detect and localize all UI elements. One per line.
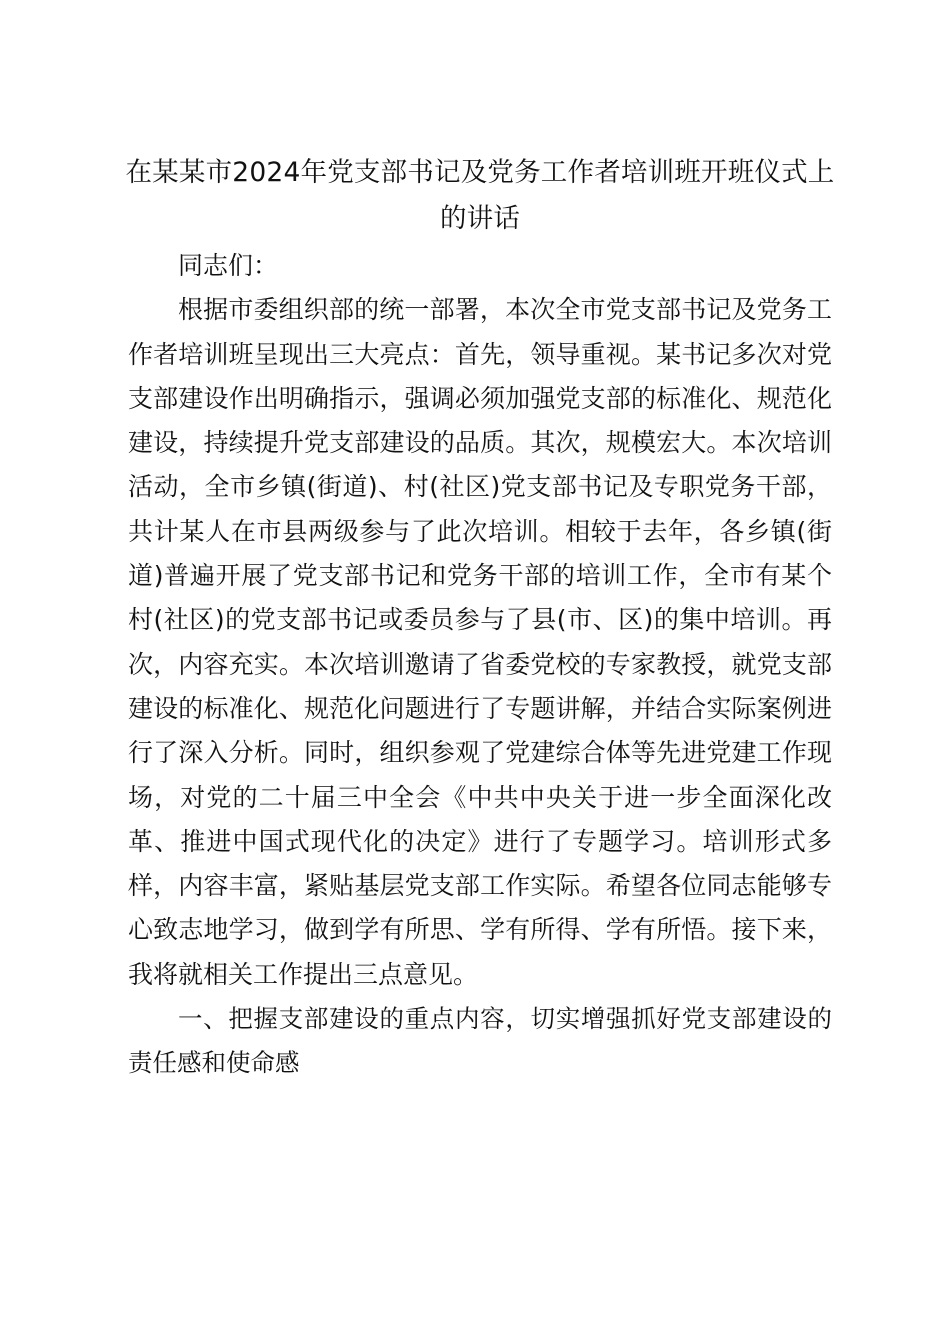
body-paragraph: 根据市委组织部的统一部署，本次全市党支部书记及党务工作者培训班呈现出三大亮点：首先，领导重视。某书记多次对党支部建设作出明确指示，强调必须加强党支部的标准化、规范化建设，持续提升党支部建设的品质。其次，规模宏大。本次培训活动，全市乡镇(街道)、村(社区)党支部书记及专职党务干部，共计某人在市县两级参与了此次培训。相较于去年，各乡镇(街道)普遍开展了党支部书记和党务干部的培训工作，全市有某个村(社区)的党支部书记或委员参与了县(市、区)的集中培训。再次，内容充实。本次培训邀请了省委党校的专家教授，就党支部建设的标准化、规范化问题进行了专题讲解，并结合实际案例进行了深入分析。同时，组织参观了党建综合体等先进党建工作现场，对党的二十届三中全会《中共中央关于进一步全面深化改革、推进中国式现代化的决定》进行了专题学习。培训形式多样，内容丰富，紧贴基层党支部工作实际。希望各位同志能够专心致志地学习，做到学有所思、学有所得、学有所悟。接下来，我将就相关工作提出三点意见。: [128, 295, 832, 989]
greeting: 同志们：: [178, 251, 279, 280]
document-content: [125, 150, 835, 1086]
document-title: 在某某市2024年党支部书记及党务工作者培训班开班仪式上的讲话: [125, 157, 835, 234]
section-heading: 一、把握支部建设的重点内容，切实增强抓好党支部建设的责任感和使命感: [128, 1004, 832, 1078]
